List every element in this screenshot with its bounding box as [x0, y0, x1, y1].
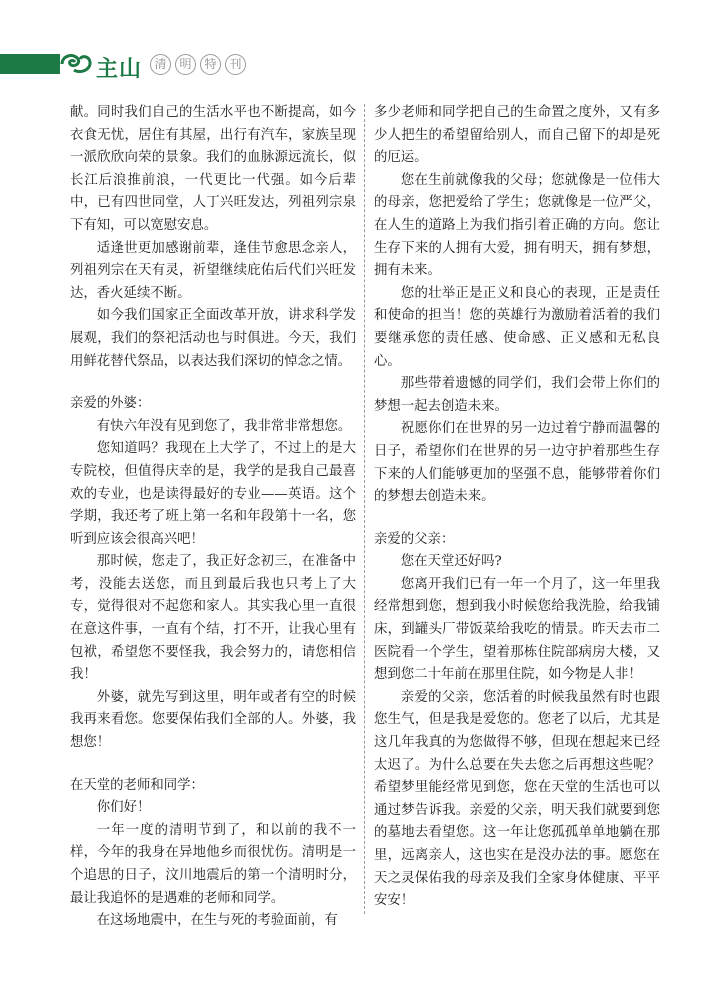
paragraph: 多少老师和同学把自己的生命置之度外，又有多少人把生的希望留给别人，而自己留下的却是死的厄运。 [374, 105, 660, 166]
paragraph: 您的壮举正是正义和良心的表现，正是责任和使命的担当！您的英雄行为激励着活着的我们要继承您的责任感、使命感、正义感和无私良心。 [374, 285, 660, 369]
paragraph: 您离开我们已有一年一个月了，这一年里我经常想到您，想到我小时候您给我洗脸，给我铺床，到罐头厂带饭菜给我吃的情景。昨天去市二医院看一个学生，望着那栋住院部病房大楼，又想到您二十年前在那里住院，如今物是人非！ [374, 576, 660, 683]
paragraph: 那些带着遗憾的同学们，我们会带上你们的梦想一起去创造未来。 [374, 376, 660, 414]
column-divider [364, 104, 365, 914]
issue-subtitle [150, 54, 246, 75]
subtitle-char: 清 [150, 54, 171, 75]
section-heading-father: 亲爱的父亲： [374, 531, 455, 547]
page-header [0, 44, 722, 84]
paragraph: 在这场地震中，在生与死的考验面前，有 [96, 913, 338, 929]
magazine-logo: 主山 [96, 56, 143, 82]
paragraph: 亲爱的父亲，您活着的时候我虽然有时也跟您生气，但是我是爱您的。您老了以后，尤其是这几年我真的为您做得不够，但现在想起来已经太迟了。为什么总要在失去您之后再想这些呢？希望梦里能经常见到您，您在天堂的生活也可以通过梦告诉我。亲爱的父亲，明天我们就要到您的墓地去看望您。这一年让您孤孤单单地躺在那里，远离亲人，这也实在是没办法的事。愿您在天之灵保佑我的母亲及我们全家身体健康、平平安安！ [374, 689, 660, 909]
paragraph: 如今我们国家正全面改革开放，讲求科学发展观，我们的祭祀活动也与时俱进。今天，我们用鲜花替代祭品，以表达我们深切的悼念之情。 [70, 308, 356, 369]
paragraph: 适逢世更加感谢前辈，逢佳节愈思念亲人，列祖列宗在天有灵，祈望继续庇佑后代们兴旺发达，香火延续不断。 [70, 240, 356, 301]
paragraph: 外婆，就先写到这里，明年或者有空的时候我再来看您。您要保佑我们全部的人。外婆，我想您！ [70, 689, 356, 751]
left-column [70, 102, 356, 933]
paragraph: 一年一度的清明节到了，和以前的我不一样，今年的我身在异地他乡而很忧伤。清明是一个追思的日子，汶川地震后的第一个清明时分，最让我追怀的是遇难的老师和同学。 [70, 822, 356, 906]
paragraph: 您在生前就像我的父母；您就像是一位伟大的母亲，您把爱给了学生；您就像是一位严父，在人生的道路上为我们指引着正确的方向。您让生存下来的人拥有大爱，拥有明天，拥有梦想，拥有未来。 [374, 172, 660, 279]
subtitle-char: 刊 [225, 54, 246, 75]
swirl-logo-icon [58, 50, 94, 76]
paragraph: 有快六年没有见到您了，我非常非常想您。 [96, 418, 352, 434]
paragraph: 献。同时我们自己的生活水平也不断提高，如今衣食无忧，居住有其屋，出行有汽车，家族呈现一派欣欣向荣的景象。我们的血脉源远流长，似长江后浪推前浪，一代更比一代强。如今后辈中，已有四世同堂，人丁兴旺发达，列祖列宗泉下有知，可以宽慰安息。 [70, 105, 356, 233]
section-heading-grandma: 亲爱的外婆： [70, 396, 151, 412]
paragraph: 那时候，您走了，我正好念初三，在准备中考，没能去送您，而且到最后我也只考上了大专，觉得很对不起您和家人。其实我心里一直很在意这件事，一直有个结，打不开，让我心里有包袱，希望您不要怪我，我会努力的，请您相信我！ [70, 554, 356, 683]
header-green-band [0, 54, 60, 74]
paragraph: 祝愿你们在世界的另一边过着宁静而温馨的日子，希望你们在世界的另一边守护着那些生存下来的人们能够更加的坚强不息，能够带着你们的梦想去创造未来。 [374, 421, 660, 505]
section-heading-teachers: 在天堂的老师和同学： [70, 777, 204, 793]
right-column [374, 102, 660, 913]
paragraph: 您知道吗？我现在上大学了，不过上的是大专院校，但值得庆幸的是，我学的是我自己最喜欢的专业，也是读得最好的专业——英语。这个学期，我还考了班上第一名和年段第十一名，您听到应该会很高兴吧！ [70, 441, 356, 547]
subtitle-char: 明 [175, 54, 196, 75]
subtitle-char: 特 [200, 54, 221, 75]
paragraph: 您在天堂还好吗? [400, 554, 502, 570]
paragraph: 你们好！ [96, 800, 151, 816]
